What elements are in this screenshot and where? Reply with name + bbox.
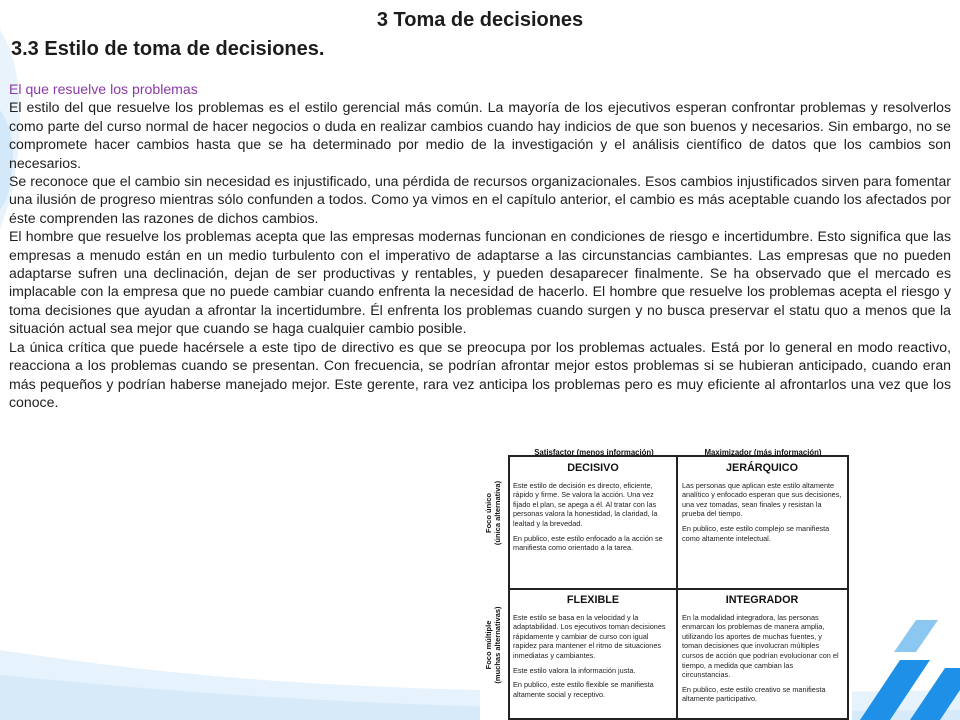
cell-flexible xyxy=(513,596,673,704)
cell-text: En publico, este estilo flexible se manifiesta altamente social y receptivo. xyxy=(513,680,654,699)
cell-text: En publico, este estilo enfocado a la acción se manifiesta como orientado a la tarea. xyxy=(513,533,663,553)
paragraph: El hombre que resuelve los problemas acepta que las empresas modernas funcionan en condiciones de riesgo e incertidumbre. Esto significa que las empresas a menudo están en un medio turbulento con el imperativo de adaptarse a las circunstancias cambiantes. Las empresas que no pueden adaptarse sufren una declinación, dejan de ser productivas y rentables, y pueden desaparecer finalmente. Se ha observado que el mercado es implacable con la empresa que no puede cambiar cuando enfrenta la necesidad de hacerlo. El hombre que resuelve los problemas acepta el riesgo y toma decisiones que ayudan a afrontar la incertidumbre. Él enfrenta los problemas cuando surgen y no busca preservar el statu quo a menos que la situación actual sea mejor que cuando se haga cualquier cambio posible. xyxy=(9,228,951,337)
paragraph: El estilo del que resuelve los problemas es el estilo gerencial más común. La mayoría de los ejecutivos esperan confrontar problemas y resolverlos como parte del curso normal de hacer negocios o duda en realizar cambios cuando hay indicios de que son buenos y necesarios. Sin embargo, no se compromete hacer cambios hasta que se ha determinado por medio de la investigación y el análisis científico de datos que los cambios son necesarios. xyxy=(9,99,951,171)
page-title: 3 Toma de decisiones xyxy=(376,9,584,31)
grid-divider-horizontal xyxy=(510,588,847,590)
cell-text: Este estilo valora la información justa. xyxy=(513,665,636,675)
cell-text: En publico, este estilo creativo se manifiesta altamente participativo. xyxy=(682,684,826,704)
cell-text: Este estilo se basa en la velocidad y la adaptabilidad. Los ejecutivos toman decisiones rápidamente y cambiar de curso con igual rapidez para mantener el ritmo de situaciones inmediatas y cambiantes. xyxy=(513,612,666,660)
cell-text: Las personas que aplican este estilo altamente analítico y enfocado esperan que sus decisiones, una vez tomadas, sean finales y resistan la prueba del tiempo. xyxy=(682,480,842,519)
row-header-line: Foco múltiple xyxy=(484,620,493,670)
section-heading: 3.3 Estilo de toma de decisiones. xyxy=(11,38,325,60)
row-header-line: (única alternativa) xyxy=(493,480,502,546)
matrix-grid xyxy=(508,455,849,720)
decision-styles-matrix xyxy=(480,440,852,720)
column-header-maximizador: Maximizador (más información) xyxy=(704,448,822,457)
column-header-satisfactor: Satisfactor (menos información) xyxy=(534,448,654,457)
row-header-foco-multiple xyxy=(484,570,502,720)
cell-jerarquico xyxy=(682,464,842,548)
row-header-line: Foco único xyxy=(484,493,493,533)
row-header-line: (muchas alternativas) xyxy=(493,606,502,684)
paragraph: La única crítica que puede hacérsele a este tipo de directivo es que se preocupa por los problemas actuales. Está por lo general en modo reactivo, reacciona a los problemas cuando se presentan. Con frecuencia, se podrían afrontar mejor estos problemas si se hubieran anticipado, cuando eran más pequeños y podrían haberse manejado mejor. Este gerente, rara vez anticipa los problemas pero es muy eficiente al afrontarlos una vez que los conoce. xyxy=(9,338,951,410)
cell-decisivo xyxy=(513,464,673,558)
cell-title: INTEGRADOR xyxy=(725,594,799,606)
cell-title: DECISIVO xyxy=(567,462,619,474)
cell-title: JERÁRQUICO xyxy=(726,462,798,474)
row-header-foco-unico xyxy=(484,438,502,588)
cell-text: En la modalidad integradora, las personas enmarcan los problemas de manera amplia, utilizando los aportes de muchas fuentes, y toman decisiones que involucran múltiples cursos de acción que podrían evolucionar con el tiempo, a medida que cambian las circunstancias. xyxy=(682,612,839,680)
cell-title: FLEXIBLE xyxy=(566,594,620,606)
cell-text: En publico, este estilo complejo se manifiesta como altamente intelectual. xyxy=(682,523,830,543)
paragraph: Se reconoce que el cambio sin necesidad es injustificado, una pérdida de recursos organizacionales. Esos cambios injustificados sirven para fomentar una ilusión de progreso mientras sólo confunden a todos. Como ya vimos en el capítulo anterior, el cambio es más aceptable cuando los afectados por éste comprenden las razones de dichos cambios. xyxy=(9,173,951,226)
body-text xyxy=(9,80,951,411)
cell-integrador xyxy=(682,596,842,709)
subsection-label: El que resuelve los problemas xyxy=(9,81,198,97)
cell-text: Este estilo de decisión es directo, eficiente, rápido y firme. Se valora la acción. Una vez fijado el plan, se apega a él. Al tratar con las personas valora la honestidad, la claridad, la lealtad y la brevedad. xyxy=(513,480,658,528)
